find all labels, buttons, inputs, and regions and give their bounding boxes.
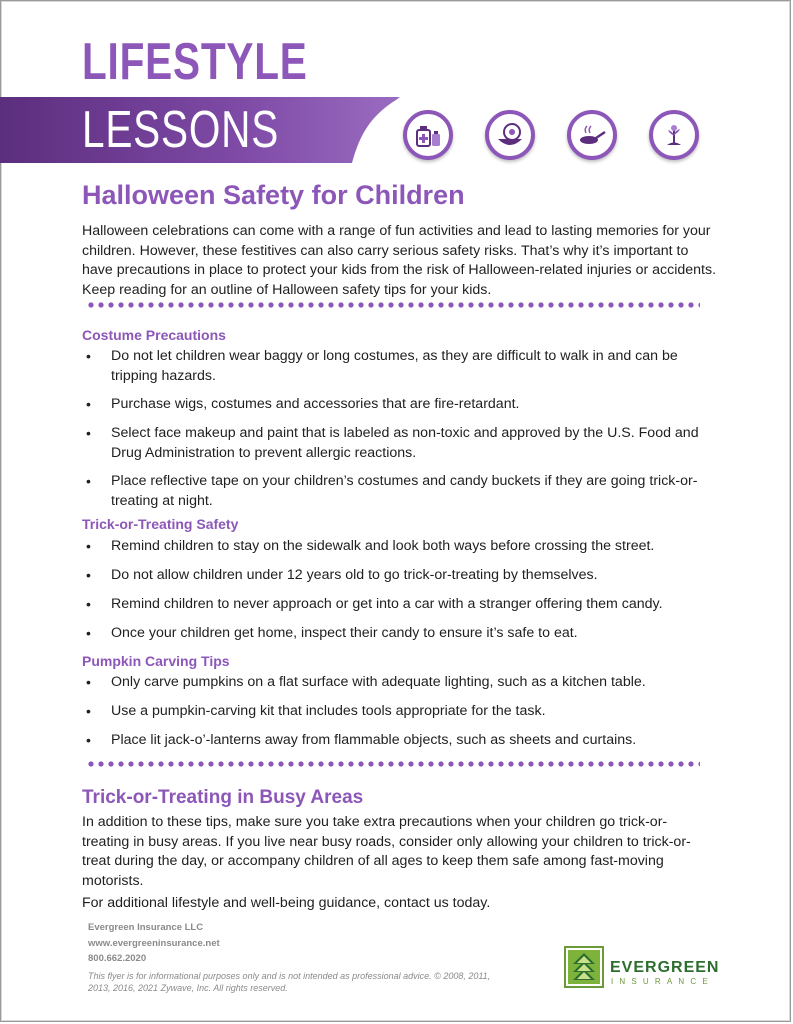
- closing-paragraph: For additional lifestyle and well-being guidance, contact us today.: [82, 895, 491, 911]
- dotted-divider: [86, 302, 700, 308]
- page-title: Halloween Safety for Children: [82, 180, 465, 210]
- dotted-divider: [86, 761, 700, 767]
- list-item: • Purchase wigs, costumes and accessories that are fire-retardant.: [82, 395, 708, 415]
- tree-icon: [564, 946, 604, 988]
- list-item: • Remind children to stay on the sidewalk and look both ways before crossing the street.: [82, 537, 708, 557]
- logo-subtitle: INSURANCE: [611, 977, 714, 986]
- section-heading: Trick-or-Treating Safety: [82, 516, 239, 532]
- website-text: www.evergreeninsurance.net: [88, 937, 220, 949]
- list-item: • Remind children to never approach or get into a car with a stranger offering them candy.: [82, 595, 708, 615]
- section-heading: Pumpkin Carving Tips: [82, 653, 230, 669]
- first-aid-kit-icon: [403, 110, 453, 160]
- food-bowl-icon: [485, 110, 535, 160]
- list-item: • Place reflective tape on your children’s costumes and candy buckets if they are going trick-or-treating at night.: [82, 472, 708, 511]
- company-name: Evergreen Insurance LLC: [88, 922, 204, 933]
- plant-icon: [649, 110, 699, 160]
- busy-areas-paragraph: In addition to these tips, make sure you take extra precautions when your children go trick-or-treating in busy areas. If you live near busy roads, consider only allowing your children to trick-or-treat during the day, or accompany children of all ages to keep them safe among fast-moving motorists.: [82, 814, 691, 889]
- list-item: • Place lit jack-o’-lanterns away from flammable objects, such as sheets and curtains.: [82, 731, 708, 751]
- section-heading: Costume Precautions: [82, 327, 226, 343]
- section-title: Trick-or-Treating in Busy Areas: [82, 787, 364, 808]
- frying-pan-icon: [567, 110, 617, 160]
- logo-name: EVERGREEN: [610, 959, 720, 976]
- disclaimer: This flyer is for informational purposes only and is not intended as professional advice. © 2008, 2011, 2013, 2016, 2021 Zywave, Inc. All rights reserved.: [88, 971, 491, 993]
- list-item: • Only carve pumpkins on a flat surface with adequate lighting, such as a kitchen table.: [82, 673, 708, 693]
- list-item: • Select face makeup and paint that is labeled as non-toxic and approved by the U.S. Food and Drug Administration to prevent allergic reactions.: [82, 424, 708, 463]
- brand-lessons: LESSONS: [82, 101, 280, 159]
- list-item: • Use a pumpkin-carving kit that includes tools appropriate for the task.: [82, 702, 708, 722]
- list-item: • Do not allow children under 12 years old to go trick-or-treating by themselves.: [82, 566, 708, 586]
- evergreen-logo: [564, 946, 734, 990]
- list-item: • Do not let children wear baggy or long costumes, as they are difficult to walk in and can be tripping hazards.: [82, 347, 708, 386]
- brand-lifestyle: LIFESTYLE: [82, 33, 308, 91]
- intro-paragraph: Halloween celebrations can come with a range of fun activities and lead to lasting memories for your children. However, these festitives can also carry serious safety risks. That’s why it’s important to have precautions in place to protect your kids from the risk of Halloween-related injuries or accidents. Keep reading for an outline of Halloween safety tips for your kids.: [82, 223, 717, 298]
- contact-block: [88, 920, 220, 967]
- phone-number: 800.662.2020: [88, 953, 147, 964]
- list-item: • Once your children get home, inspect their candy to ensure it’s safe to eat.: [82, 624, 708, 644]
